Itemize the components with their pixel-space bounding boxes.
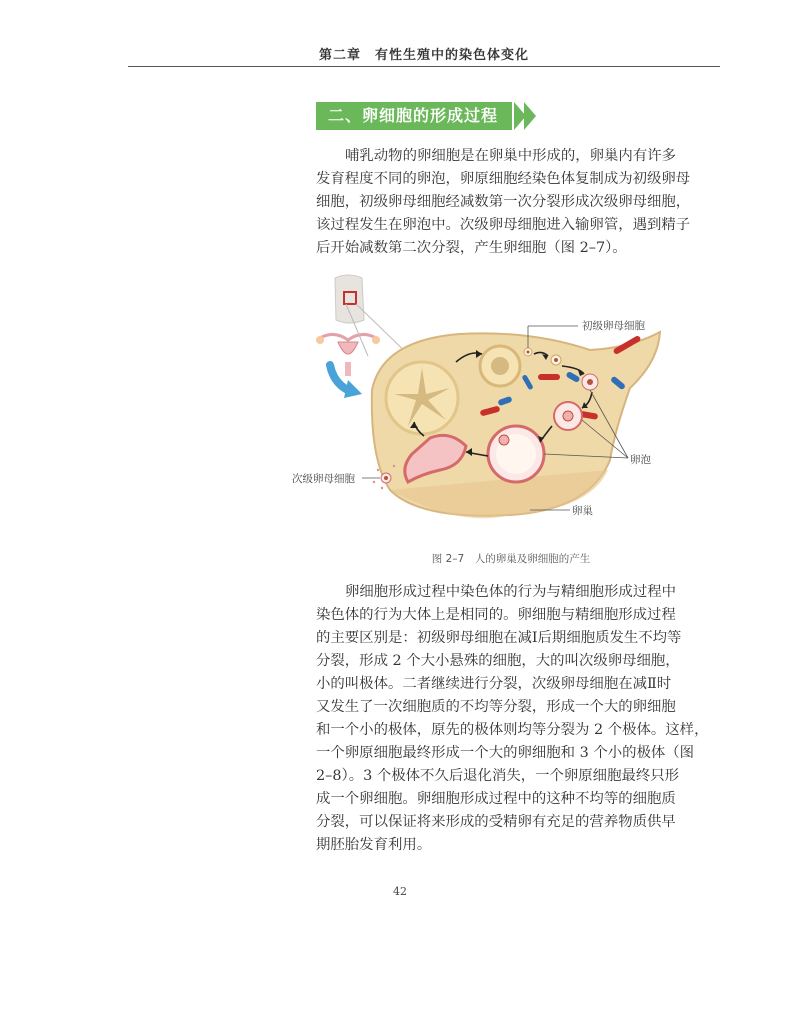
ovary-figure bbox=[290, 270, 700, 550]
header-divider bbox=[128, 66, 720, 67]
body-silhouette-icon bbox=[335, 275, 364, 323]
uterus-icon bbox=[316, 334, 380, 376]
figure-caption: 图 2–7 人的卵巢及卵细胞的产生 bbox=[431, 553, 591, 565]
text-line: 哺乳动物的卵细胞是在卵巢中形成的，卵巢内有许多 bbox=[345, 148, 676, 164]
text-line: 成一个卵细胞。卵细胞形成过程中的这种不均等的细胞质 bbox=[316, 791, 676, 807]
page-number: 42 bbox=[393, 885, 407, 898]
text-line: 后开始减数第二次分裂，产生卵细胞（图 2–7）。 bbox=[316, 240, 627, 256]
label-secondary-oocyte: 次级卵母细胞 bbox=[292, 473, 355, 485]
text-line: 卵细胞形成过程中染色体的行为与精细胞形成过程中 bbox=[345, 584, 676, 600]
section-banner bbox=[316, 100, 536, 132]
text-line: 期胚胎发育利用。 bbox=[316, 837, 432, 853]
ovary-illustration bbox=[290, 270, 700, 550]
text-line: 一个卵原细胞最终形成一个大的卵细胞和 3 个小的极体（图 bbox=[316, 745, 695, 761]
text-line: 2–8）。3 个极体不久后退化消失，一个卵原细胞最终只形 bbox=[316, 768, 680, 784]
label-primary-oocyte: 初级卵母细胞 bbox=[582, 320, 645, 332]
chevron-decoration-icon bbox=[516, 102, 536, 130]
text-line: 分裂，形成 2 个大小悬殊的细胞，大的叫次级卵母细胞， bbox=[316, 653, 680, 669]
text-line: 染色体的行为大体上是相同的。卵细胞与精细胞形成过程 bbox=[316, 607, 676, 623]
chapter-header: 第二章 有性生殖中的染色体变化 bbox=[318, 48, 529, 63]
label-ovary: 卵巢 bbox=[572, 505, 593, 517]
paragraph-intro bbox=[316, 145, 706, 260]
text-line: 发育程度不同的卵泡，卵原细胞经染色体复制成为初级卵母 bbox=[316, 171, 691, 187]
paragraph-comparison bbox=[316, 581, 709, 857]
text-line: 该过程发生在卵泡中。次级卵母细胞进入输卵管，遇到精子 bbox=[316, 217, 691, 233]
text-line: 小的叫极体。二者继续进行分裂，次级卵母细胞在减Ⅱ时 bbox=[316, 676, 672, 692]
text-line: 的主要区别是：初级卵母细胞在减Ⅰ后期细胞质发生不均等 bbox=[316, 630, 682, 646]
text-line: 又发生了一次细胞质的不均等分裂，形成一个大的卵细胞 bbox=[316, 699, 676, 715]
section-title: 二、卵细胞的形成过程 bbox=[316, 102, 512, 130]
text-line: 细胞，初级卵母细胞经减数第一次分裂形成次级卵母细胞， bbox=[316, 194, 691, 210]
text-line: 分裂，可以保证将来形成的受精卵有充足的营养物质供早 bbox=[316, 814, 676, 830]
label-follicle: 卵泡 bbox=[630, 454, 651, 466]
text-line: 和一个小的极体，原先的极体则均等分裂为 2 个极体。这样， bbox=[316, 722, 709, 738]
